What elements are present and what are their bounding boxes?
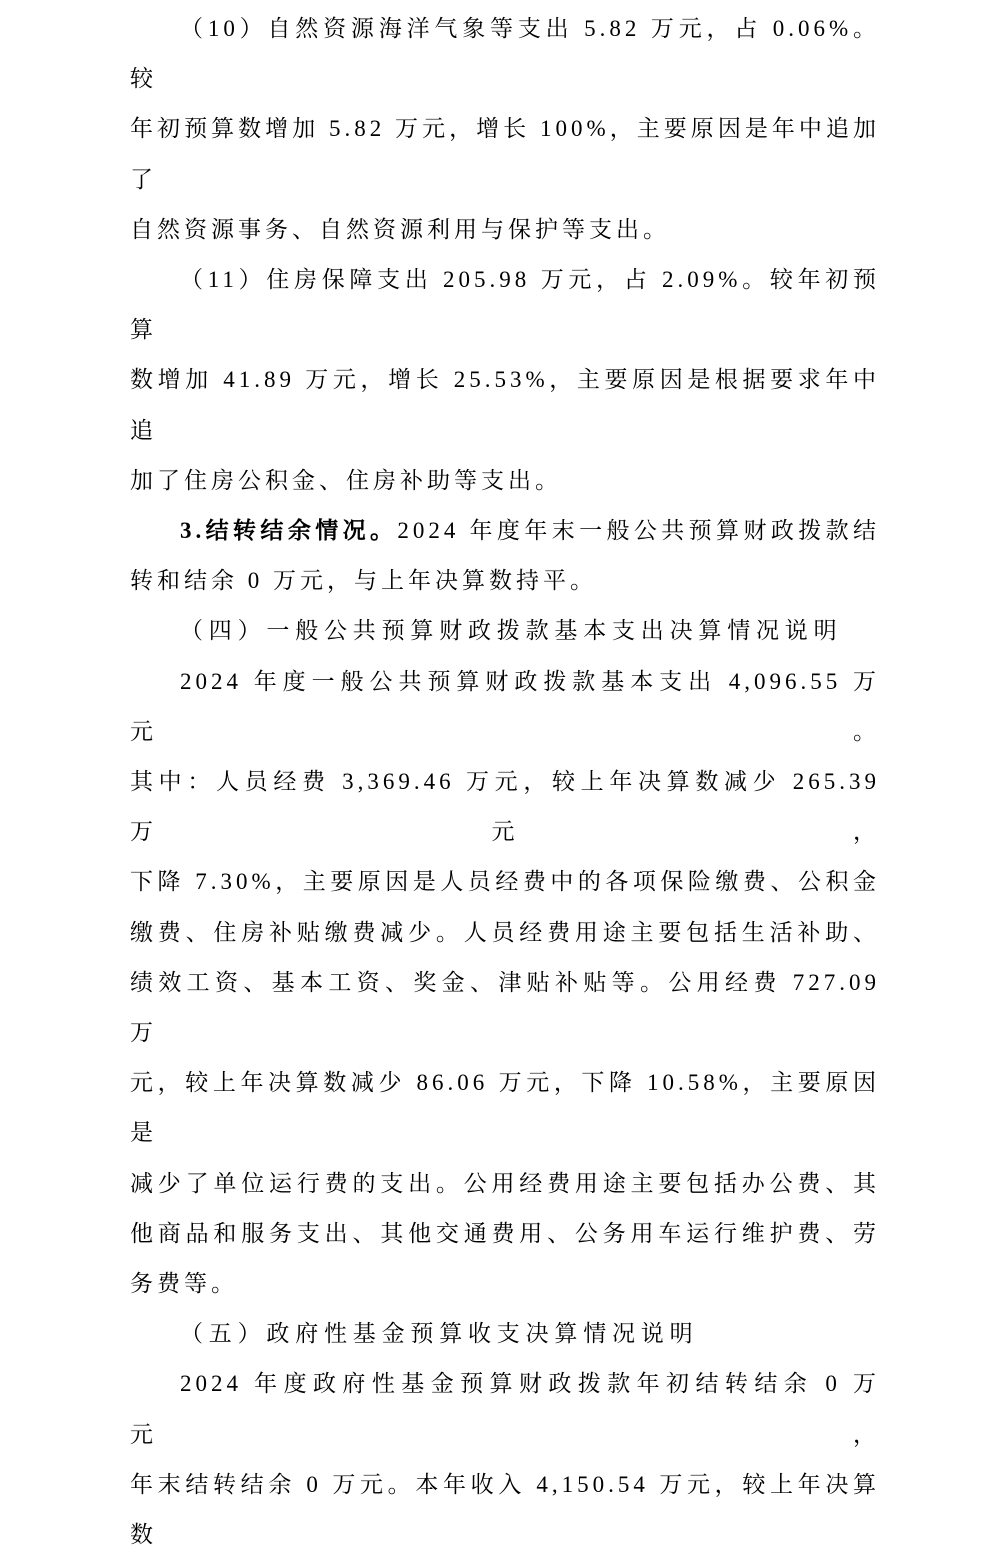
text-line: 他商品和服务支出、其他交通费用、公务用车运行维护费、劳: [130, 1220, 880, 1246]
text-line: 2024 年度一般公共预算财政拨款基本支出 4,096.55 万元。: [130, 668, 880, 744]
section-heading-line: （四）一般公共预算财政拨款基本支出决算情况说明: [180, 618, 843, 644]
paragraph-government-fund-budget: [130, 1359, 880, 1560]
report-text-block: [130, 4, 880, 1560]
text-line: 减少了单位运行费的支出。公用经费用途主要包括办公费、其: [130, 1170, 880, 1196]
text-line: 年末结转结余 0 万元。本年收入 4,150.54 万元，较上年决算数: [130, 1471, 880, 1548]
paragraph-carryover-status: [130, 506, 880, 606]
text-line: 元，较上年决算数减少 86.06 万元，下降 10.58%，主要原因是: [130, 1070, 880, 1146]
section-heading-five: [130, 1309, 880, 1359]
text-line: 务费等。: [130, 1271, 238, 1297]
text-line: 年初预算数增加 5.82 万元，增长 100%，主要原因是年中追加了: [130, 116, 880, 192]
text-line: 转和结余 0 万元，与上年决算数持平。: [130, 568, 597, 594]
paragraph-basic-expenditure-detail: [130, 657, 880, 1310]
carryover-lead-text: 2024 年度年末一般公共预算财政拨款结: [397, 518, 881, 544]
carryover-heading-bold-run: 3.结转结余情况。: [180, 518, 398, 544]
text-line: [130, 506, 880, 556]
text-line: 数增加 41.89 万元，增长 25.53%，主要原因是根据要求年中追: [130, 367, 880, 443]
text-line: （10）自然资源海洋气象等支出 5.82 万元，占 0.06%。较: [130, 16, 880, 92]
text-line: 缴费、住房补贴缴费减少。人员经费用途主要包括生活补助、: [130, 919, 880, 945]
text-line: 自然资源事务、自然资源利用与保护等支出。: [130, 216, 670, 242]
section-heading-four: [130, 606, 880, 656]
text-line: （11）住房保障支出 205.98 万元，占 2.09%。较年初预算: [130, 267, 880, 343]
paragraph-housing-security-expenditure: [130, 255, 880, 506]
text-line: 2024 年度政府性基金预算财政拨款年初结转结余 0 万元，: [130, 1371, 880, 1447]
text-line: 加了住房公积金、住房补助等支出。: [130, 467, 562, 493]
text-line: 下降 7.30%，主要原因是人员经费中的各项保险缴费、公积金: [130, 869, 880, 895]
text-line: 其中：人员经费 3,369.46 万元，较上年决算数减少 265.39 万元，: [130, 769, 880, 845]
paragraph-natural-resources-expenditure: [130, 4, 880, 255]
section-heading-line: （五）政府性基金预算收支决算情况说明: [180, 1321, 699, 1347]
text-line: 绩效工资、基本工资、奖金、津贴补贴等。公用经费 727.09 万: [130, 969, 880, 1046]
